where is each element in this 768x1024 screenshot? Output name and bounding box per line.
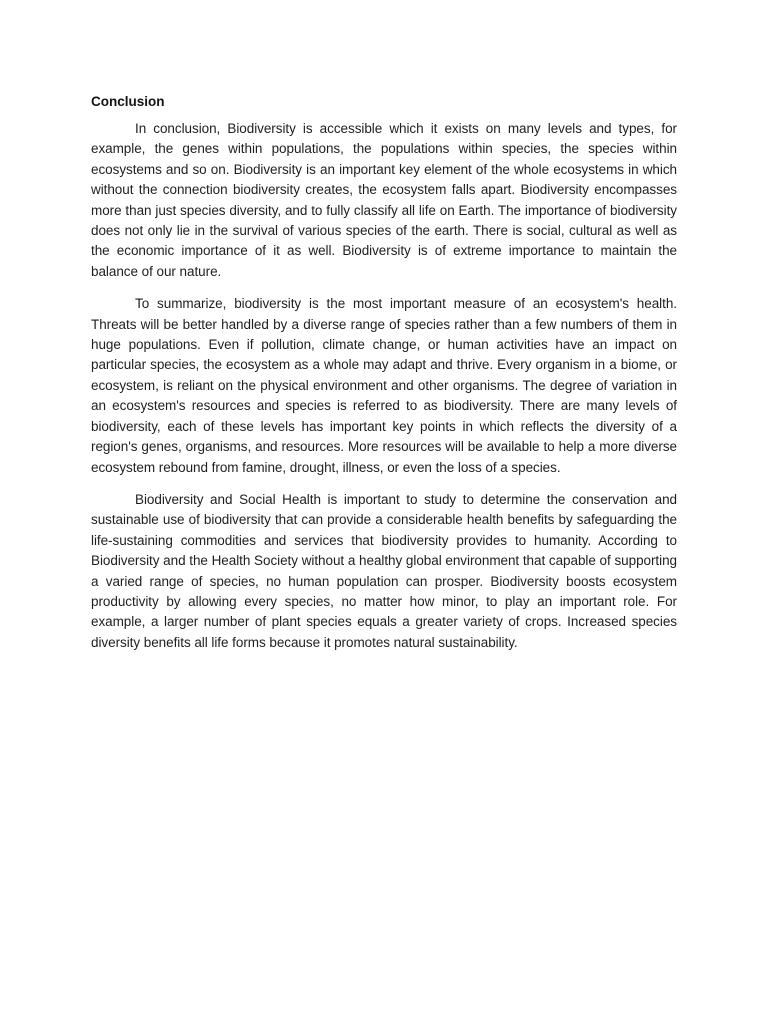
paragraph-3: Biodiversity and Social Health is important to study to determine the conservation and sustainable use of biodiversity that can provide a considerable health benefits by safeguarding the life-sustaining commodities and services that biodiversity provides to humanity. According to Biodiversity and the Health Society without a healthy global environment that capable of supporting a varied range of species, no human population can prosper. Biodiversity boosts ecosystem productivity by allowing every species, no matter how minor, to play an important role. For example, a larger number of plant species equals a greater variety of crops. Increased species diversity benefits all life forms because it promotes natural sustainability. xyxy=(91,491,677,650)
section-heading: Conclusion xyxy=(91,94,165,109)
paragraph-2: To summarize, biodiversity is the most important measure of an ecosystem's health. Threats will be better handled by a diverse range of species rather than a few numbers of them in huge populations. Even if pollution, climate change, or human activities have an impact on particular species, the ecosystem as a whole may adapt and thrive. Every organism in a biome, or ecosystem, is reliant on the physical environment and other organisms. The degree of variation in an ecosystem's resources and species is referred to as biodiversity. There are many levels of biodiversity, each of these levels has important key points in which reflects the diversity of a region's genes, organisms, and resources. More resources will be available to help a more diverse ecosystem rebound from famine, drought, illness, or even the loss of a species. xyxy=(91,296,677,475)
paragraph-1: In conclusion, Biodiversity is accessible which it exists on many levels and types, for example, the genes within populations, the populations within species, the species within ecosystems and so on. Biodiversity is an important key element of the whole ecosystems in which without the connection biodiversity creates, the ecosystem falls apart. Biodiversity encompasses more than just species diversity, and to fully classify all life on Earth. The importance of biodiversity does not only lie in the survival of various species of the earth. There is social, cultural as well as the economic importance of it as well. Biodiversity is of extreme importance to maintain the balance of our nature. xyxy=(91,121,677,279)
